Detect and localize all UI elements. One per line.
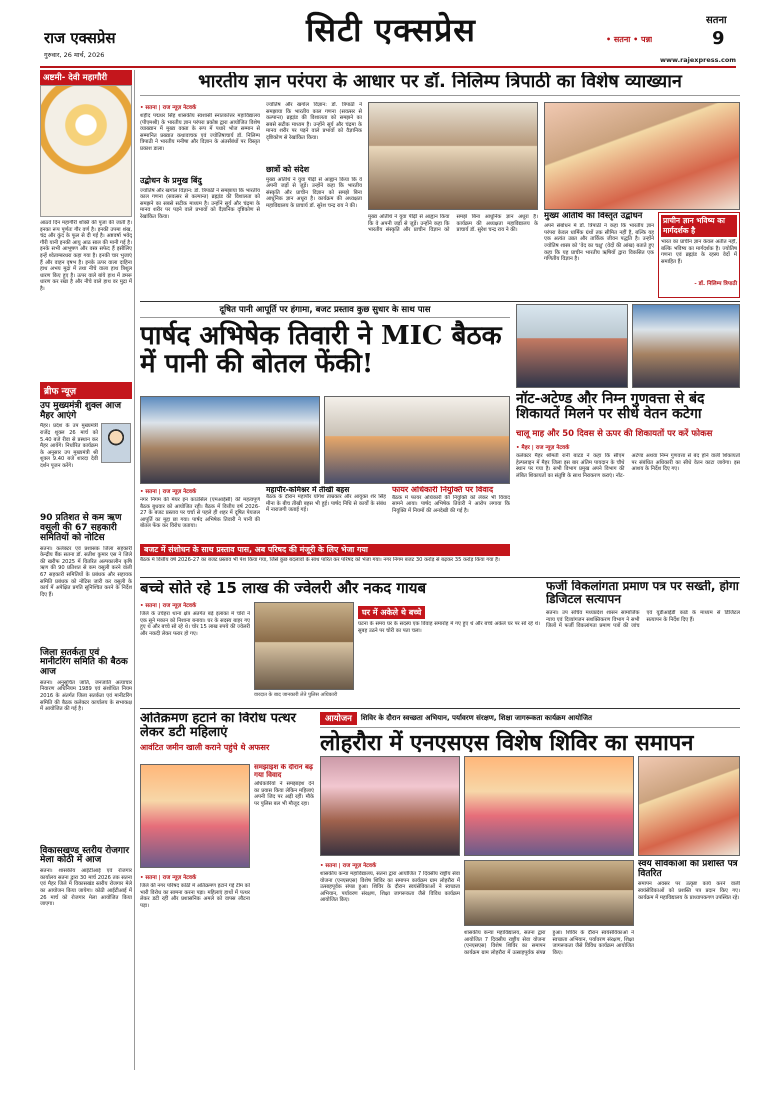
lead-col3 (368, 214, 538, 298)
jewelry-body: जिले के उचेहरा थाना क्षेत्र अंतर्गत बड़े इलाका में चोरों ने एक सूने मकान को निशाना बनाया। घर के सदस्य बाहर गए हुए थे और बच्चे सो रहे थे। चोर 15 लाख रुपये की ज्वेलरी और नकदी लेकर फरार हो गए। (140, 611, 250, 637)
date-line: गुरुवार, 26 मार्च, 2026 (44, 51, 105, 59)
lead-sub2-cont: मुख्य अतिथि ने युवा पीढ़ी से आह्वान किया कि वे अपनी जड़ों से जुड़ें। उन्होंने कहा कि भारतीय संस्कृति और प्राचीन विज्ञान को समझे बिना आधुनिक ज्ञान अधूरा है। कार्यक्रम की अध्यक्षता महाविद्यालय के प्राचार्य डॉ. सुरेश चन्द्र राय ने की। (368, 214, 538, 234)
minister-photo (101, 423, 131, 463)
salary-byline: • मैहर | राज न्यूज़ नेटवर्क (516, 445, 570, 451)
section-title: सिटी एक्सप्रेस (306, 11, 476, 49)
jewelry-box-title: घर में अकेले थे बच्चे (358, 606, 425, 619)
salary-deck: चालू माह और 50 दिवस से ऊपर की शिकायतों पर करें फोकस (516, 429, 713, 439)
salary-photo-2 (632, 304, 740, 388)
quote-author: - डॉ. निलिम्प त्रिपाठी (694, 281, 737, 287)
jewelry-box-text: घटना के समय घर के सदस्य एक विवाह समारोह में गए हुए थे और बच्चे अकेले घर पर सो रहे थे। सुबह उठने पर चोरी का पता चला। (358, 621, 540, 634)
brief-item (40, 402, 132, 511)
encroach-headline: अतिक्रमण हटाने का विरोध पत्थर लेकर डटी महिलाएं (140, 712, 296, 741)
salary-photo-1 (516, 304, 628, 388)
encroach-body-block (140, 872, 250, 1062)
camp-text-2 (464, 930, 634, 1070)
mic-body: नगर निगम की मेयर इन काउंसिल (एमआईसी) की महत्वपूर्ण बैठक बुधवार को आयोजित रही। बैठक में वित्तीय वर्ष 2026-27 के बजट प्रस्ताव पर चर्चा से पहले ही शहर में दूषित पेयजल आपूर्ति का मुद्दा छा गया। पार्षद अभिषेक तिवारी ने पानी की बोतल फेंक कर विरोध जताया। (140, 497, 260, 530)
mic-banner-text: बैठक में वित्तीय वर्ष 2026-27 का बजट प्रस्ताव भी पेश किया गया, जिसे कुछ बदलावों के साथ पारित कर परिषद को भेजा गया। नगर निगम बजट 30 करोड़ से बढ़कर 35 करोड़ किया गया है। (140, 557, 500, 563)
disability-story (546, 580, 740, 706)
lead-bottom-rule (140, 301, 740, 302)
brief-text: सतना। शासकीय आईटीआई एवं रोजगार कार्यालय सतना द्वारा 30 मार्च 2026 तक सतना एवं मैहर जिले में विकासखंड स्तरीय रोजगार मेले का आयोजन किया जायेगा। कोठी आईटीआई में 26 मार्च को रोजगार मेला आयोजित किया जाएगा। (40, 868, 132, 908)
jewelry-headline: बच्चे सोते रहे 15 लाख की ज्वेलरी और नकद गायब (140, 580, 427, 597)
mic-banner-box (140, 544, 510, 574)
camp-text (320, 860, 460, 1070)
brief-title: उप मुख्यमंत्री शुक्ल आज मैहर आएंगे (40, 401, 121, 421)
lead-story (140, 72, 740, 300)
mic-sub: महापौर-कमिश्नर में तीखी बहस (266, 486, 350, 494)
quote-box (658, 212, 740, 298)
encroach-side-text: अधिकारियों ने समझाइश देने का प्रयास किया लेकिन महिलाएं अपनी जिद पर अड़ी रहीं। मौके पर पुलिस बल भी मौजूद रहा। (254, 781, 314, 807)
guest-text: अपने संबोधन में डॉ. त्रिपाठी ने कहा कि भारतीय ज्ञान परंपरा केवल धार्मिक ग्रंथों तक सीमित नहीं है, बल्कि यह एक अत्यंत उन्नत और तार्किक जीवन पद्धति है। उन्होंने ज्योतिष शास्त्र को 'वेद का चक्षु' (वेदों की आंख) बताते हुए कहा कि यह प्राचीन भारतीय ऋषियों द्वारा विकसित एक गणितीय विज्ञान है। (544, 223, 654, 263)
mic-text (140, 486, 510, 542)
brief-text: सतना। कलेक्टर एवं प्रशासक जिला सहकारी केन्द्रीय बैंक सतना डॉ. सतीश कुमार एस ने जिले की खरीफ 2025 में वितरित अल्पकालीन कृषि ऋण की 90 प्रतिशत से कम वसूली करने वाली 67 सहकारी समितियों के प्रबंधक और सहायक समिति प्रबंधक को नोटिस जारी कर वसूली के कार्य में अपेक्षित प्रगति सुनिश्चित करने के निर्देश दिए हैं। (40, 545, 132, 598)
masthead-rule (40, 66, 736, 68)
lead-photo-audience (544, 102, 740, 210)
lead-text-block (140, 102, 260, 298)
goddess-image (40, 85, 132, 217)
encroach-side-title: समझाइश के दौरान बढ़ गया विवाद (254, 764, 313, 779)
camp-kicker: शिविर के दौरान स्वच्छता अभियान, पर्यावरण संरक्षण, शिक्षा जागरूकता कार्यक्रम आयोजित (360, 714, 593, 722)
lead-sub2-text: मुख्य अतिथि ने युवा पीढ़ी से आह्वान किया कि वे अपनी जड़ों से जुड़ें। उन्होंने कहा कि भारतीय संस्कृति और प्राचीन विज्ञान को समझे बिना आधुनिक ज्ञान अधूरा है। कार्यक्रम की अध्यक्षता महाविद्यालय के प्राचार्य डॉ. सुरेश चन्द्र राय ने की। (266, 176, 362, 209)
fire-text: बैठक में फायर अधिकारी की नियुक्ति को लेकर भी विवाद सामने आया। पार्षद अभिषेक तिवारी ने आरोप लगाया कि नियुक्ति में नियमों की अनदेखी की गई है। (392, 494, 510, 514)
brief-title: जिला सतर्कता एवं मानीटरिंग समिति की बैठक आज (40, 647, 128, 678)
mic-kicker: दूषित पानी आपूर्ति पर हंगामा, बजट प्रस्ताव कुछ सुधार के साथ पास (140, 304, 510, 318)
award-text: समापन अवसर पर उत्कृष्ट कार्य करने वाली स्वयंसेविकाओं को प्रशस्ति पत्र प्रदान किए गए। कार्यक्रम में महाविद्यालय के प्राध्यापकगण उपस्थित रहे। (638, 881, 740, 901)
encroach-side (254, 764, 314, 1064)
quote-text: भारत का प्राचीन ज्ञान केवल अतीत नहीं, बल्कि भविष्य का मार्गदर्शक है। ज्योतिष गणना एवं ब्रह्मांड के रहस्य वेदों में समाहित हैं। (661, 239, 737, 265)
feature-text: आठवें दिन महागौरी शक्ति की पूजा की जाती है। इनका रूप पूर्णतः गौर वर्ण है। इनकी उपमा शंख, चंद्र और कुंद के फूल से दी गई है। अष्टवर्षा भवेद् गौरी यानी इनकी आयु आठ साल की मानी गई है। इनके सभी आभूषण और वस्त्र सफेद हैं इसीलिए इन्हें श्वेताम्बरधरा कहा गया है। इनकी चार भुजाएं हैं और वाहन वृषभ है। इनके ऊपर वाला दाहिना हाथ अभय मुद्रा में तथा नीचे वाला हाथ त्रिशूल धारण किए हुए है। ऊपर वाले बांये हाथ में डमरू धारण कर रखा है और नीचे वाले हाथ वर मुद्रा में है। (40, 220, 132, 292)
lower-rule (140, 708, 740, 709)
mic-banner: बजट में संशोधन के साथ प्रस्ताव पास, अब परिषद की मंजूरी के लिए भेजा गया (140, 544, 510, 556)
brief-item (40, 649, 132, 844)
mic-sub-text: बैठक के दौरान महापौर योगेश ताम्रकार और आयुक्त शेर सिंह मीना के बीच तीखी बहस भी हुई। पार्षद निधि से कार्यों के संबंध में नाराजगी जताई गई। (266, 494, 386, 514)
page-number: 9 (712, 28, 725, 49)
encroach-story (140, 712, 314, 1072)
guest-title: मुख्य अतिथि का विस्तृत उद्बोधन (544, 212, 643, 221)
quote-title: प्राचीन ज्ञान भविष्य का मार्गदर्शक है (661, 215, 737, 237)
brief-title: विकासखण्ड स्तरीय रोजगार मेला कोठी में आज (40, 845, 130, 866)
masthead (0, 0, 778, 66)
jewelry-box (358, 600, 540, 704)
award-title: स्वयं सेविकाओं को प्रशस्ति पत्र वितरित (638, 860, 738, 879)
salary-story (516, 304, 740, 574)
lead-photo-stage (368, 102, 538, 210)
camp-photo-students (464, 756, 634, 856)
lead-sub1-text: ज्योतिष और खगोल विज्ञान: डॉ. त्रिपाठी ने समझाया कि भारतीय काल गणना (सवत्सर से कल्पान्त) ब्रह्मांड की विशालता को समझने का सबसे सटीक माध्यम है। उन्होंने सूर्य और चंद्रमा के मानव शरीर पर पड़ने वाले प्रभावों को वैज्ञानिक दृष्टिकोण से रेखांकित किया। (140, 187, 260, 220)
disability-headline: फर्जी विकलांगता प्रमाण पत्र पर सख्ती, होगा डिजिटल सत्यापन (546, 580, 739, 606)
lead-col2 (266, 102, 362, 298)
jewelry-byline: • सतना | राज न्यूज़ नेटवर्क (140, 603, 197, 609)
camp-headline: लोहरौरा में एनएसएस विशेष शिविर का समापन (320, 731, 694, 756)
brief-item (40, 847, 132, 1008)
lead-headline: भारतीय ज्ञान परंपरा के आधार पर डॉ. निलिम्प त्रिपाठी का विशेष व्याख्यान (140, 72, 740, 96)
camp-body: शासकीय कन्या महाविद्यालय, सतना द्वारा आयोजित 7 दिवसीय राष्ट्रीय सेवा योजना (एनएसएस) विशेष शिविर का समापन कार्यक्रम ग्राम लोहरौरा में उत्साहपूर्वक संपन्न हुआ। शिविर के दौरान स्वयंसेविकाओं ने स्वच्छता अभियान, पर्यावरण संरक्षण, शिक्षा जागरूकता जैसे विविध कार्यक्रम आयोजित किए। (320, 871, 460, 904)
mic-headline: पार्षद अभिषेक तिवारी ने MIC बैठक में पानी की बोतल फेंकी! (140, 321, 502, 380)
website: www.rajexpress.com (660, 56, 737, 64)
encroach-photo (140, 764, 250, 868)
sidebar-divider (134, 70, 135, 1070)
jewelry-text (140, 600, 250, 704)
mic-photo-bottle (324, 396, 510, 484)
salary-body: कलेक्टर मैहर श्रीमती रानी बाटड ने कहा कि सीएम हेल्पलाइन में मैहर जिला इस बार अंतिम पायदान के चौथे स्थान पर गया है। सभी विभाग प्रमुख अपने विभाग की लंबित शिकायतों का संतुष्टि के साथ निराकरण कराएं। नॉट-अटेण्ड अथवा निम्न गुणवत्ता से बंद होने वाली शिकायतों पर संबंधित अधिकारी का सीधे वेतन काटा जायेगा। इस आशय के निर्देश दिए गए। (516, 453, 740, 479)
mid-rule (140, 577, 740, 578)
camp-story (320, 712, 740, 1072)
brief-item (40, 514, 132, 645)
salary-body-block (516, 442, 740, 574)
brief-label: ब्रीफ न्यूज़ (40, 382, 132, 399)
fire-title: फायर अधिकारी नियुक्ति पर विवाद (392, 486, 494, 494)
disability-body: सतना। उप सचिव मध्यप्रदेश शासन सामाजिक न्याय एवं दिव्यांगजन सशक्तिकरण विभाग ने सभी जिलों में फर्जी विकलांगता प्रमाण पत्रों की जांच एवं यूडीआईडी कार्ड के माध्यम से डिजिटल सत्यापन के निर्देश दिए हैं। (546, 609, 740, 630)
brief-text: सतना। अनुसूचित जाति, जनजाति अत्याचार निवारण अधिनियम 1989 एवं संशोधित नियम 2016 के अंतर्गत जिला सतर्कता एवं मानीटरिंग समिति की बैठक कलेक्टर कार्यालय के सभाकक्ष में आयोजित की गई है। (40, 679, 132, 713)
camp-body-cont: शासकीय कन्या महाविद्यालय, सतना द्वारा आयोजित 7 दिवसीय राष्ट्रीय सेवा योजना (एनएसएस) विशेष शिविर का समापन कार्यक्रम ग्राम लोहरौरा में उत्साहपूर्वक संपन्न हुआ। शिविर के दौरान स्वयंसेविकाओं ने स्वच्छता अभियान, पर्यावरण संरक्षण, शिक्षा जागरूकता जैसे विविध कार्यक्रम आयोजित किए। (464, 930, 634, 956)
camp-byline: • सतना | राज न्यूज़ नेटवर्क (320, 863, 377, 869)
lead-sub1: उद्बोधन के प्रमुख बिंदु (140, 176, 202, 185)
lead-body: शहीद पद्मधर सिंह शासकीय स्वशासी स्नातकोत्तर महाविद्यालय (पीएमश्री) के भारतीय ज्ञान परंपरा प्रकोष्ठ द्वारा आयोजित विशेष व्याख्यान में मुख्य वक्ता के रूप में पधारे भोज सम्मान से सम्मानित प्रख्यात कथावाचक एवं ज्योतिषाचार्य डॉ. निलिम्प त्रिपाठी ने भारतीय मनीषा और विज्ञान के अंतर्संबंधों पर विस्तृत प्रकाश डाला। (140, 113, 260, 152)
city-name: सतना (706, 15, 727, 26)
lead-sub1-cont: ज्योतिष और खगोल विज्ञान: डॉ. त्रिपाठी ने समझाया कि भारतीय काल गणना (सवत्सर से कल्पान्त) ब्रह्मांड की विशालता को समझने का सबसे सटीक माध्यम है। उन्होंने सूर्य और चंद्रमा के मानव शरीर पर पड़ने वाले प्रभावों को वैज्ञानिक दृष्टिकोण से रेखांकित किया। (266, 102, 362, 141)
paper-name: राज एक्सप्रेस (44, 29, 116, 47)
jewelry-photo (254, 602, 354, 690)
camp-photo-award (638, 756, 740, 856)
award-box (638, 860, 740, 1070)
sidebar (40, 70, 132, 1070)
salary-headline: नॉट-अटेण्ड और निम्न गुणवत्ता से बंद शिकायतें मिलने पर सीधे वेतन कटेगा (516, 391, 705, 423)
camp-photo-stage (464, 860, 634, 926)
mic-photo-meeting (140, 396, 320, 484)
mic-story (140, 304, 510, 574)
brief-text: मैहर। प्रदेश के उप मुख्यमंत्री राजेंद्र शुक्ल 26 मार्च को 5.40 बजे रीवा से प्रस्थान कर मैहर आयेंगे। निर्धारित कार्यक्रम के अनुसार उप मुख्यमंत्री श्री शुक्ल 9.40 बजे शारदा देवी दर्शन पूजन करेंगे। (40, 423, 98, 469)
jewelry-caption: वारदात के बाद जानकारी लेते पुलिस अधिकारी (254, 692, 338, 698)
encroach-body: जिले की नगर परिषद कोठी में अतिक्रमण हटाने गई टीम को भारी विरोध का सामना करना पड़ा। महिलाएं हाथों में पत्थर लेकर डटी रहीं और प्रशासनिक अमले को वापस लौटना पड़ा। (140, 883, 250, 909)
feature-title: अष्टमी- देवी महागौरी (40, 70, 132, 85)
mic-byline: • सतना | राज न्यूज़ नेटवर्क (140, 489, 197, 495)
lead-byline: • सतना | राज न्यूज़ नेटवर्क (140, 105, 197, 111)
encroach-byline: • सतना | राज न्यूज़ नेटवर्क (140, 875, 197, 881)
guest-box (544, 212, 654, 298)
lead-sub2: छात्रों को संदेश (266, 165, 310, 174)
jewelry-story (140, 580, 540, 706)
camp-photo-group (320, 756, 460, 856)
encroach-deck: आवंटित जमीन खाली कराने पहुंचे थे अफसर (140, 743, 270, 753)
editions: • सतना • पन्ना (606, 35, 653, 44)
brief-title: 90 प्रतिशत से कम ऋण वसूली की 67 सहकारी समितियों को नोटिस (40, 513, 122, 543)
camp-section-label: आयोजन (320, 712, 357, 725)
